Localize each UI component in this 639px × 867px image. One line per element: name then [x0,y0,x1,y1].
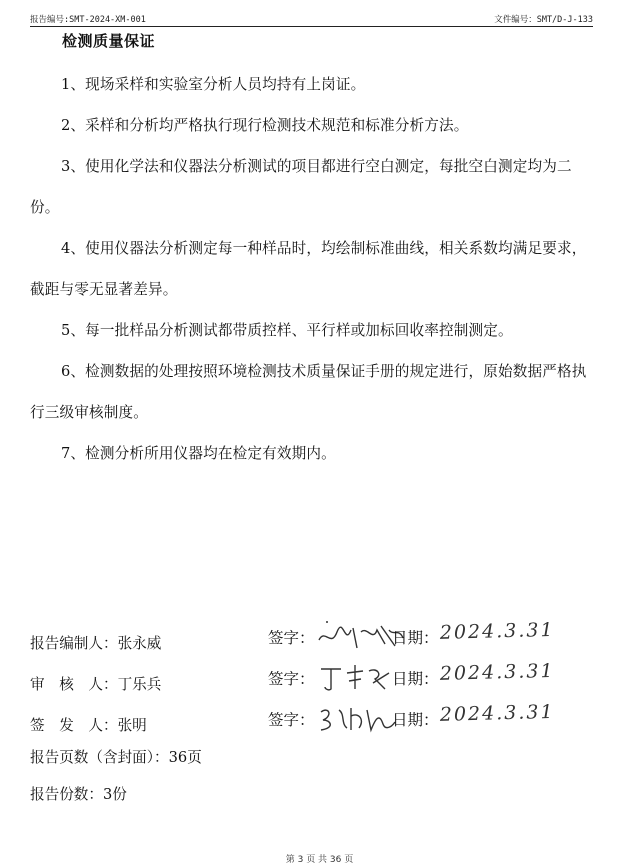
reviewer-role: 审 核 人：丁乐兵 [30,676,162,693]
issuer-role: 签 发 人：张明 [30,717,147,734]
sign-label: 签字： [268,711,315,729]
handwritten-date: 2024.3.31 [439,700,555,726]
signature-row-issuer [30,700,610,740]
section-title: 检测质量保证 [62,32,156,50]
report-page-count: 报告页数（含封面）：36页 [30,749,202,766]
signature-row-reviewer [30,659,610,699]
sign-label: 签字： [268,670,315,688]
page-footer [0,852,639,865]
list-item: 1、现场采样和实验室分析人员均持有上岗证。 [61,76,366,93]
list-item: 3、使用化学法和仪器法分析测试的项目都进行空白测定，每批空白测定均为二份。 [30,158,572,216]
report-number: 报告编号:SMT-2024-XM-001 [30,15,146,25]
signature-row-compiler [30,618,610,658]
list-item: 5、每一批样品分析测试都带质控样、平行样或加标回收率控制测定。 [61,322,513,339]
list-item: 4、使用仪器法分析测定每一种样品时，均绘制标准曲线，相关系数均满足要求，截距与零无显著差异。 [30,240,587,298]
report-copy-count: 报告份数：3份 [30,786,127,803]
document-number: 文件编号：SMT/D-J-133 [494,15,593,25]
page-number: 第 3 页 共 36 页 [285,855,354,865]
list-item: 7、检测分析所用仪器均在检定有效期内。 [61,445,336,462]
compiler-role: 报告编制人：张永威 [30,635,162,652]
handwritten-date: 2024.3.31 [439,659,555,685]
date-label: 日期： [392,670,439,688]
sign-label: 签字： [268,629,315,647]
quality-assurance-list [30,64,590,474]
handwritten-date: 2024.3.31 [439,618,555,644]
list-item: 6、检测数据的处理按照环境检测技术质量保证手册的规定进行，原始数据严格执行三级审核制度。 [30,363,587,421]
page-header [30,12,593,27]
list-item: 2、采样和分析均严格执行现行检测技术规范和标准分析方法。 [61,117,469,134]
date-label: 日期： [392,629,439,647]
date-label: 日期： [392,711,439,729]
